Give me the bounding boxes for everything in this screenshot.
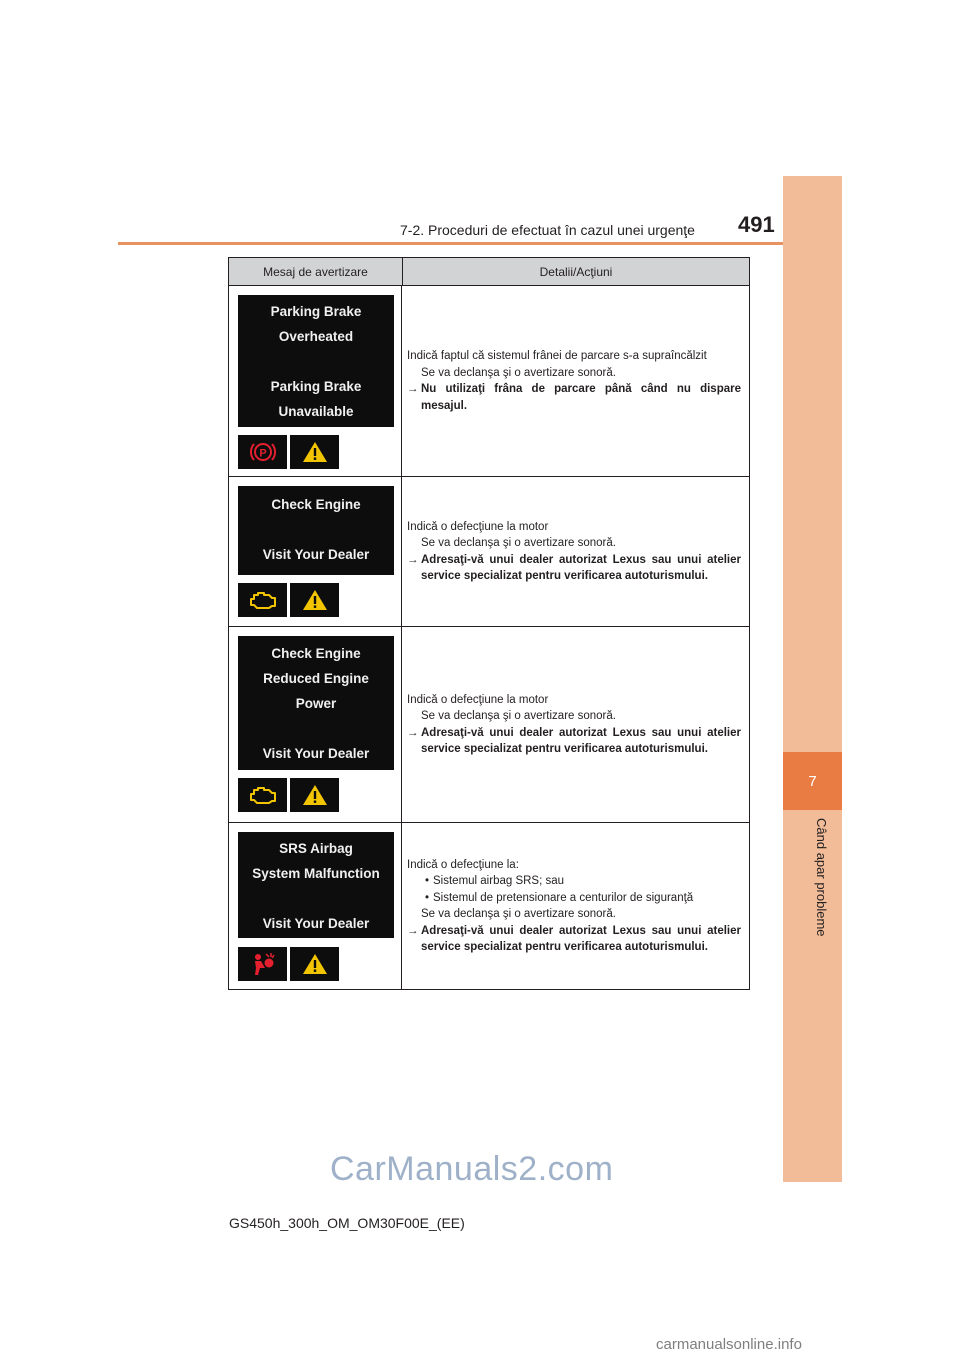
details-cell bbox=[402, 823, 749, 989]
bullet-item bbox=[407, 873, 741, 890]
details-cell bbox=[402, 286, 749, 476]
table-row bbox=[229, 286, 749, 477]
details-text bbox=[407, 348, 741, 414]
display-message-screen bbox=[238, 295, 394, 427]
display-line: Parking Brake bbox=[270, 304, 362, 319]
section-title: 7-2. Proceduri de efectuat în cazul unei urgenţe bbox=[400, 222, 695, 238]
action-text: Nu utilizaţi frâna de parcare până când nu dispare mesajul. bbox=[421, 383, 741, 412]
header-divider bbox=[118, 242, 783, 245]
details-cell bbox=[402, 477, 749, 626]
display-message-screen bbox=[238, 832, 394, 938]
description: Indică o defecţiune la motor bbox=[407, 520, 549, 533]
indicator-icons bbox=[238, 435, 339, 469]
engine-icon bbox=[238, 778, 287, 812]
display-gap bbox=[238, 349, 394, 374]
display-message-screen bbox=[238, 636, 394, 770]
sound-note: Se va declanşa şi o avertizare sonoră. bbox=[421, 537, 616, 549]
display-line: Check Engine bbox=[271, 497, 361, 512]
display-line: Check Engine bbox=[271, 646, 361, 661]
warning-triangle-icon bbox=[290, 583, 339, 617]
action-text: Adresaţi-vă unui dealer autorizat Lexus sau unui atelier service specializat pentru verificarea autoturismului. bbox=[421, 553, 741, 582]
sound-note: Se va declanşa şi o avertizare sonoră. bbox=[421, 366, 616, 379]
chapter-number: 7 bbox=[808, 772, 817, 790]
indicator-icons bbox=[238, 778, 339, 812]
svg-text:P: P bbox=[258, 447, 267, 460]
description: Indică faptul că sistemul frânei de parcare s-a supraîncălzit bbox=[407, 350, 707, 362]
warning-visual-cell bbox=[229, 286, 402, 476]
display-line: SRS Airbag bbox=[279, 841, 353, 856]
display-line: Overheated bbox=[278, 329, 354, 344]
table-row bbox=[229, 627, 749, 823]
warning-triangle-icon bbox=[290, 435, 339, 469]
document-code: GS450h_300h_OM_OM30F00E_(EE) bbox=[229, 1215, 465, 1231]
display-line: Unavailable bbox=[278, 404, 354, 419]
warning-visual-cell bbox=[229, 627, 402, 822]
details-text bbox=[407, 692, 741, 758]
page-number: 491 bbox=[738, 212, 775, 237]
action-instruction bbox=[407, 725, 741, 758]
display-line: Reduced Engine bbox=[263, 671, 369, 686]
action-text: Adresaţi-vă unui dealer autorizat Lexus sau unui atelier service specializat pentru verificarea autoturismului. bbox=[421, 924, 741, 953]
display-message-screen bbox=[238, 486, 394, 575]
warning-triangle-icon bbox=[290, 947, 339, 981]
details-text bbox=[407, 519, 741, 585]
display-line: System Malfunction bbox=[252, 866, 380, 881]
description: Indică o defecţiune la motor bbox=[407, 693, 549, 706]
engine-icon bbox=[238, 583, 287, 617]
display-line: Visit Your Dealer bbox=[262, 547, 370, 562]
display-line: Visit Your Dealer bbox=[262, 916, 370, 931]
action-text: Adresaţi-vă unui dealer autorizat Lexus sau unui atelier service specializat pentru verificarea autoturismului. bbox=[421, 726, 741, 755]
bullet-text: Sistemul airbag SRS; sau bbox=[433, 875, 565, 887]
warning-triangle-icon bbox=[290, 778, 339, 812]
details-cell bbox=[402, 627, 749, 822]
arrow-icon: → bbox=[407, 383, 419, 395]
table-header bbox=[229, 258, 749, 286]
sound-note: Se va declanşa şi o avertizare sonoră. bbox=[421, 908, 616, 920]
bullet-icon: • bbox=[424, 891, 430, 904]
arrow-icon: → bbox=[407, 924, 419, 937]
display-line: Power bbox=[295, 696, 337, 711]
table-row bbox=[229, 477, 749, 627]
bullet-icon: • bbox=[424, 875, 430, 887]
description: Indică o defecţiune la: bbox=[407, 858, 519, 871]
sound-note: Se va declanşa şi o avertizare sonoră. bbox=[421, 710, 616, 722]
arrow-icon: → bbox=[407, 553, 419, 566]
table-row bbox=[229, 823, 749, 989]
action-instruction bbox=[407, 552, 741, 585]
chapter-title: Când apar probleme bbox=[814, 818, 829, 937]
column-header-message: Mesaj de avertizare bbox=[229, 258, 403, 285]
action-instruction bbox=[407, 381, 741, 414]
bullet-item bbox=[407, 890, 741, 907]
column-header-details: Detalii/Acţiuni bbox=[539, 264, 613, 279]
warning-visual-cell bbox=[229, 823, 402, 989]
side-tab-upper bbox=[783, 176, 842, 752]
display-gap bbox=[238, 517, 394, 542]
display-gap bbox=[238, 886, 394, 911]
display-gap bbox=[238, 716, 394, 741]
display-line: Visit Your Dealer bbox=[262, 746, 370, 761]
display-line: Parking Brake bbox=[270, 379, 362, 394]
parking-brake-icon bbox=[238, 435, 287, 469]
watermark-logo: CarManuals2.com bbox=[330, 1150, 614, 1188]
chapter-number-badge[interactable] bbox=[783, 752, 842, 810]
warning-visual-cell bbox=[229, 477, 402, 626]
site-watermark: carmanualsonline.info bbox=[656, 1336, 802, 1353]
action-instruction bbox=[407, 923, 741, 956]
srs-airbag-icon bbox=[238, 947, 287, 981]
indicator-icons bbox=[238, 583, 339, 617]
warning-message-table bbox=[228, 257, 750, 990]
details-text bbox=[407, 857, 741, 956]
arrow-icon: → bbox=[407, 726, 419, 739]
indicator-icons bbox=[238, 947, 339, 981]
bullet-text: Sistemul de pretensionare a centurilor de siguranţă bbox=[433, 891, 694, 904]
